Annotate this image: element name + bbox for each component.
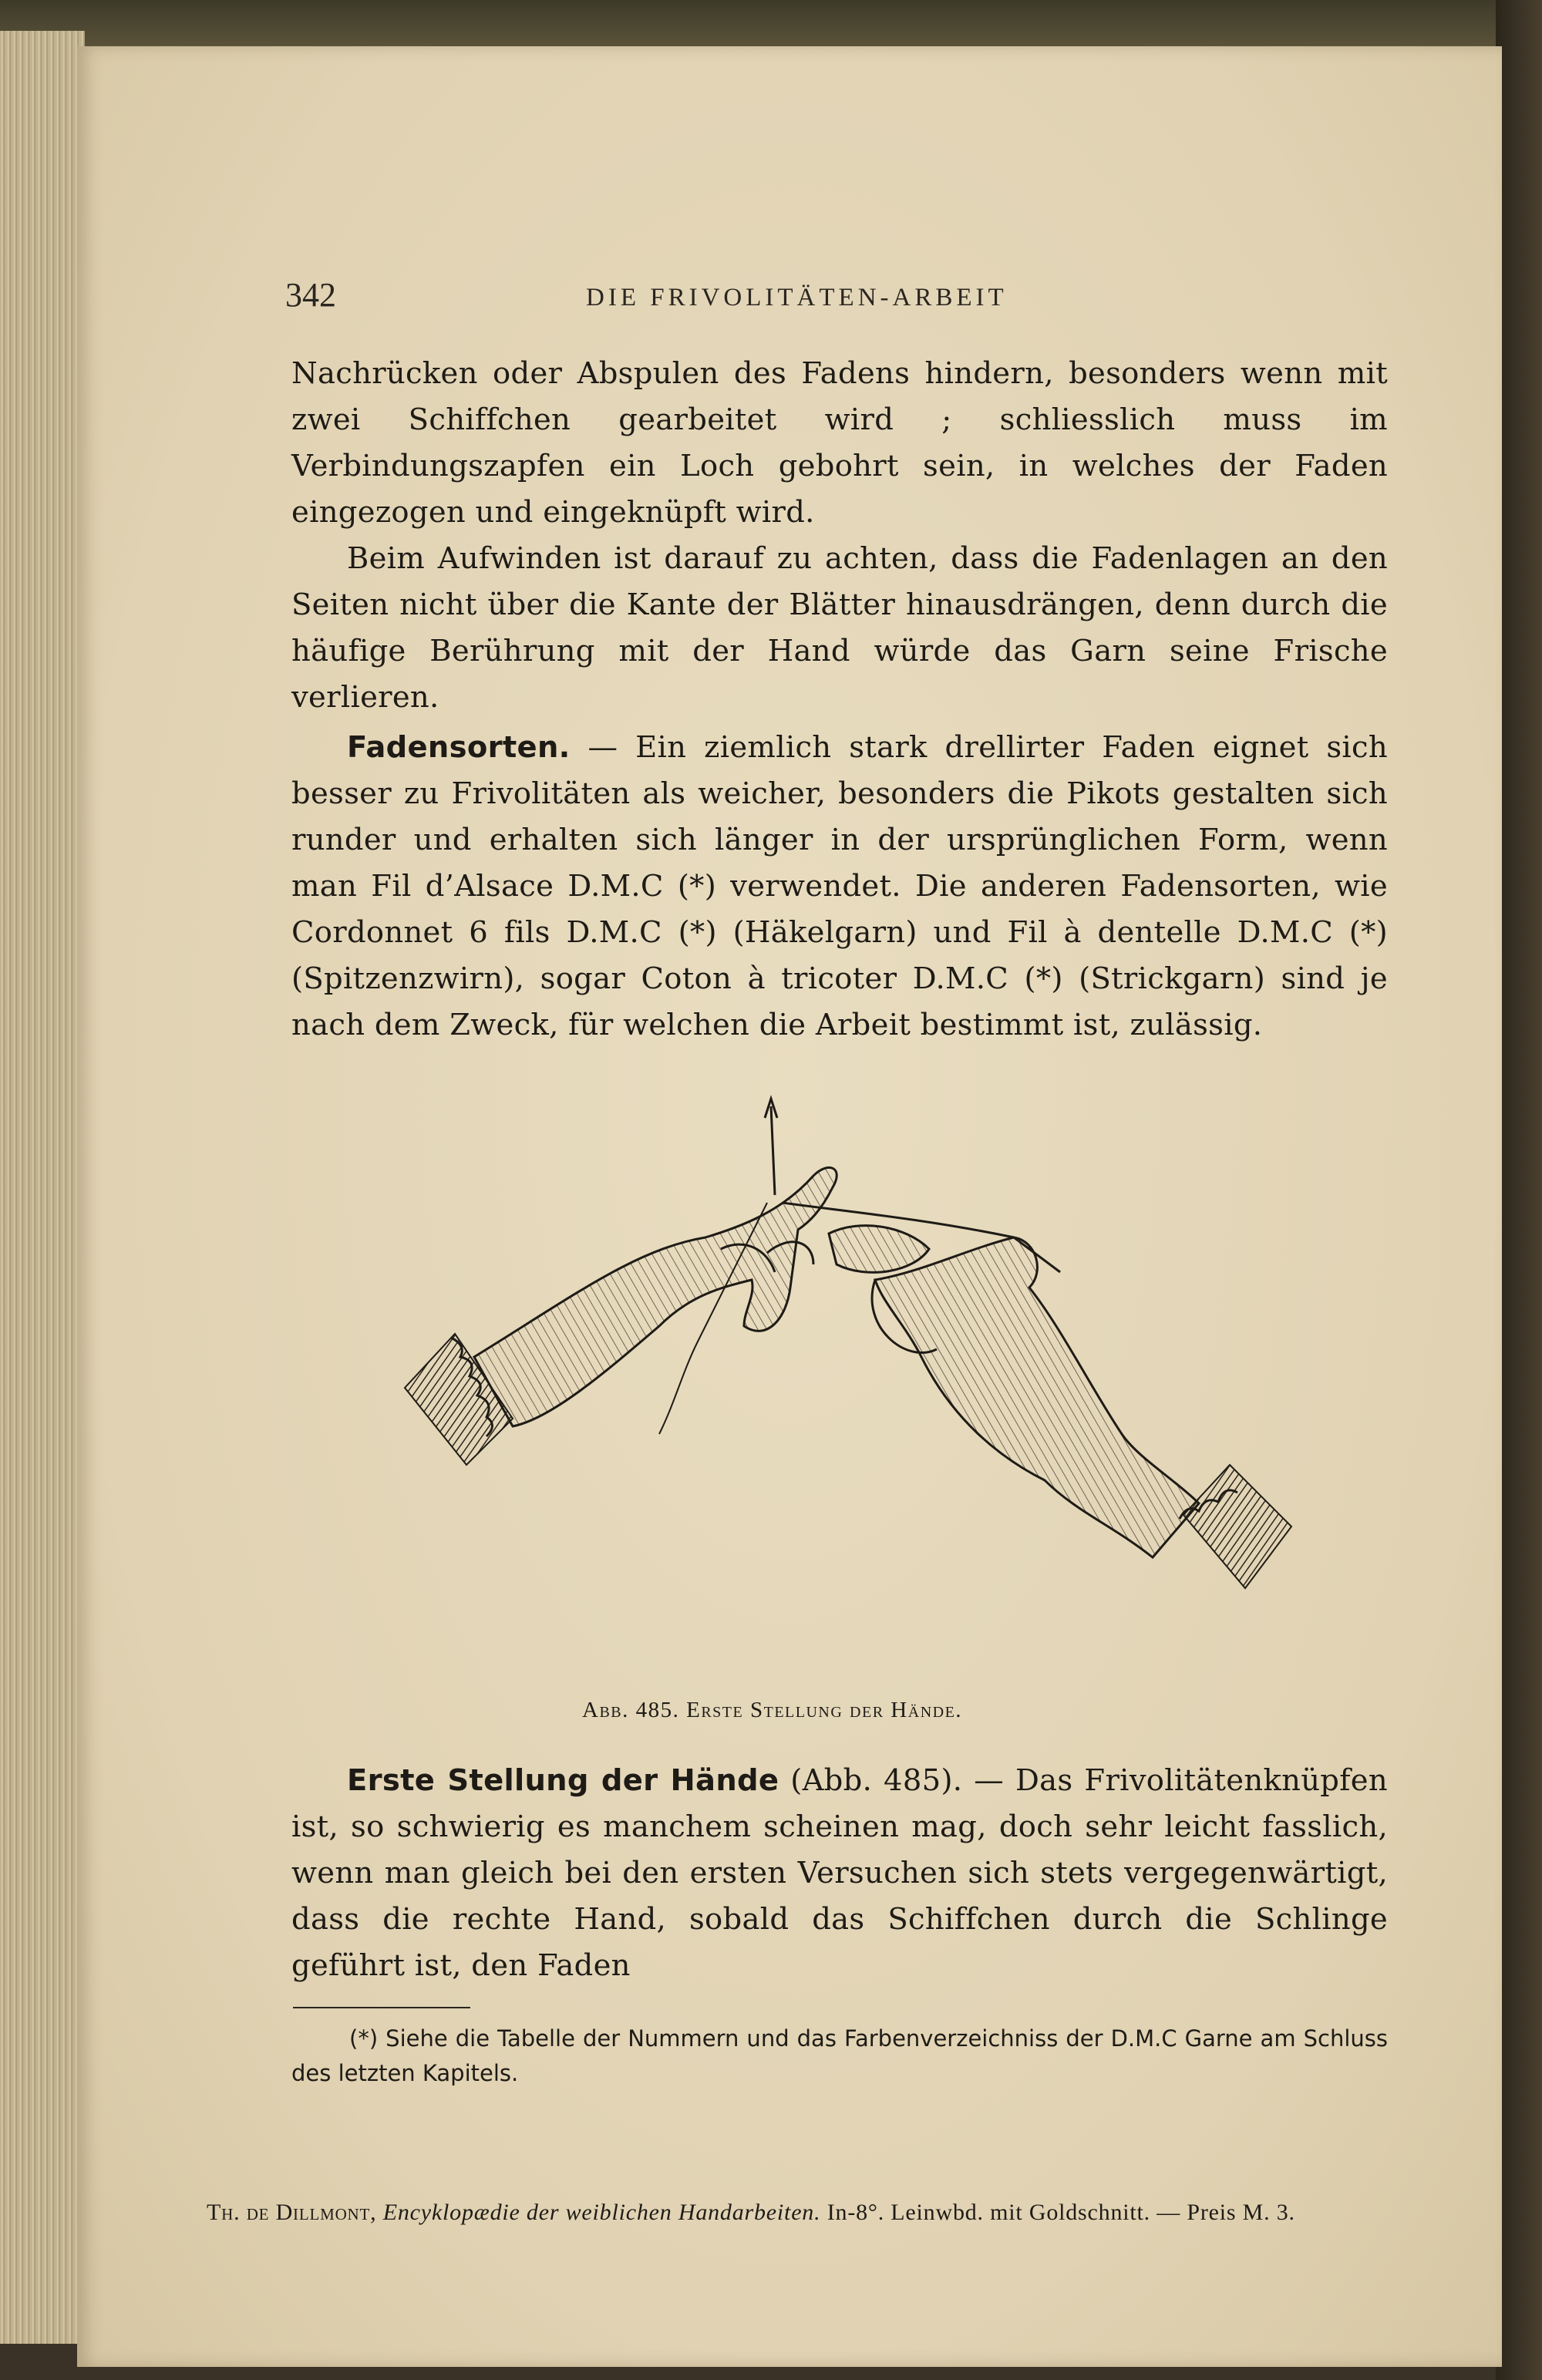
section-heading-erste-stellung: Erste Stellung der Hände <box>347 1763 779 1798</box>
footnote <box>291 2021 1388 2091</box>
left-hand <box>474 1167 837 1426</box>
section-heading-fadensorten: Fadensorten. <box>347 730 571 765</box>
figure-caption: Abb. 485. Erste Stellung der Hände. <box>582 1698 963 1722</box>
imprint-details: In-8°. Leinwbd. mit Goldschnitt. — Preis M. 3. <box>827 2200 1295 2225</box>
book-spine-top <box>0 0 1542 46</box>
paragraph-3-text: — Ein ziemlich stark drellirter Faden eignet sich besser zu Frivolitäten als weicher, besonders die Pikots gestalten sich runder und erhalten sich länger in der ursprünglichen Form, wenn man Fil d’Alsace D.M.C (*) verwendet. Die anderen Fadensorten, wie Cordonnet 6 fils D.M.C (*) (Häkelgarn) und Fil à dentelle D.M.C (*) (Spitzenzwirn), sogar Coton à tricoter D.M.C (*) (Strickgarn) sind je nach dem Zweck, für welchen die Arbeit bestimmt ist, zulässig. <box>291 730 1388 1042</box>
footnote-divider <box>293 2007 470 2008</box>
paragraph-2-text: Beim Aufwinden ist darauf zu achten, dass die Fadenlagen an den Seiten nicht über die Kante der Blätter hinausdrängen, denn durch die häufige Berührung mit der Hand würde das Garn seine Frische verlieren. <box>291 541 1388 715</box>
imprint-author: Th. de Dillmont, <box>207 2200 377 2225</box>
tatting-shuttle <box>829 1226 929 1273</box>
paragraph-2 <box>291 536 1388 721</box>
imprint-title: Encyklopædie der weiblichen Handarbeiten. <box>382 2200 821 2225</box>
publisher-imprint <box>207 2200 1479 2226</box>
right-hand <box>875 1237 1199 1557</box>
right-sleeve-cuff <box>1183 1465 1291 1588</box>
footnote-text: (*) Siehe die Tabelle der Nummern und das Farbenverzeichniss der D.M.C Garne am Schluss des letzten Kapitels. <box>291 2025 1388 2086</box>
paragraph-4 <box>291 1758 1388 1989</box>
paragraph-1 <box>291 351 1388 536</box>
page-number: 342 <box>285 276 336 314</box>
page-header <box>285 272 1388 318</box>
running-head: DIE FRIVOLITÄTEN-ARBEIT <box>586 284 1008 311</box>
book-page-edges <box>0 31 85 2344</box>
book-cover-board <box>1496 0 1542 2380</box>
paragraph-3 <box>291 725 1388 1049</box>
paragraph-4-text: (Abb. 485). — Das Frivolitätenknüpfen ist, so schwierig es manchem scheinen mag, doch sehr leicht fasslich, wenn man gleich bei den ersten Versuchen sich stets vergegenwärtigt, dass die rechte Hand, sobald das Schiffchen durch die Schlinge geführt ist, den Faden <box>291 1763 1388 1983</box>
figure-hands-illustration <box>382 1095 1315 1688</box>
paragraph-1-text: Nachrücken oder Abspulen des Fadens hindern, besonders wenn mit zwei Schiffchen gearbeitet wird ; schliesslich muss im Verbindungszapfen ein Loch gebohrt sein, in welches der Faden eingezogen und eingeknüpft wird. <box>291 356 1388 530</box>
